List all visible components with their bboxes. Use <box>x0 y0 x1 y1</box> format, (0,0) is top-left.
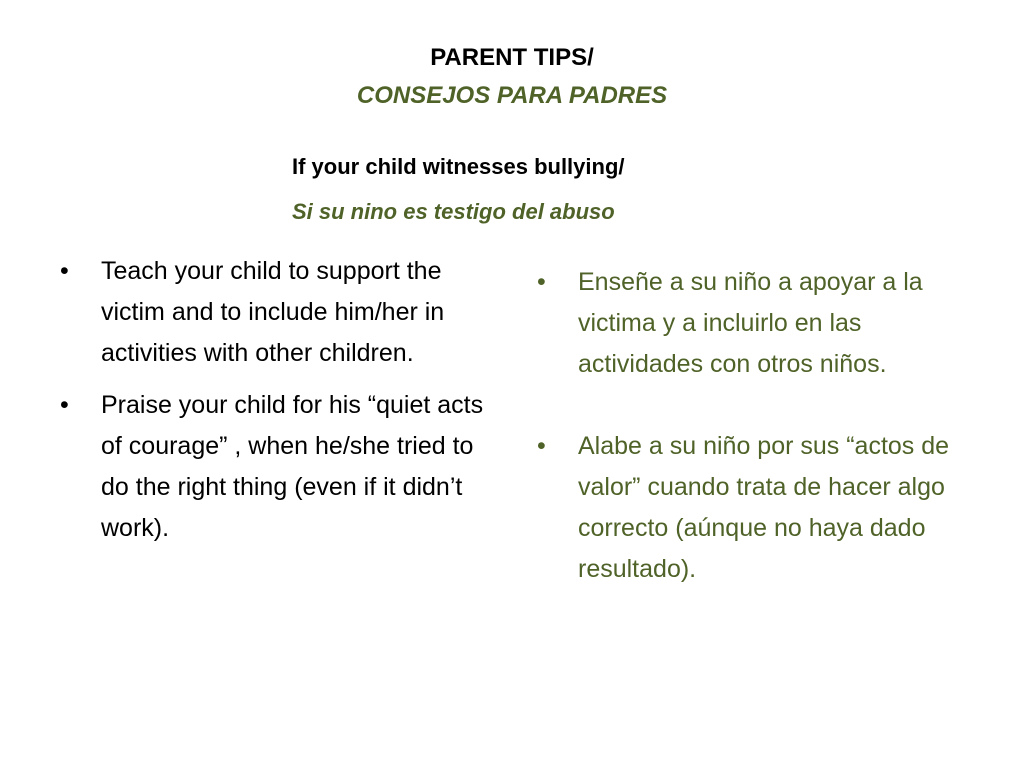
list-item <box>537 262 977 385</box>
english-tips-list <box>60 251 500 560</box>
bullet-icon: • <box>537 432 546 460</box>
list-item <box>60 385 500 549</box>
list-item <box>537 426 977 590</box>
spanish-tips-list <box>537 262 977 631</box>
bullet-icon: • <box>60 257 69 285</box>
tip-text: Teach your child to support the victim and to include him/her in activities with other children. <box>101 257 445 367</box>
bullet-icon: • <box>537 268 546 296</box>
page-title-spanish: CONSEJOS PARA PADRES <box>356 82 668 109</box>
bullet-icon: • <box>60 391 69 419</box>
tip-text: Praise your child for his “quiet acts of courage” , when he/she tried to do the right thing (even if it didn’t work). <box>101 391 484 542</box>
list-item <box>60 251 500 374</box>
page-title: PARENT TIPS/ <box>430 44 594 71</box>
tip-text: Alabe a su niño por sus “actos de valor” cuando trata de hacer algo correcto (aúnque no haya dado resultado). <box>578 432 950 583</box>
section-subtitle: If your child witnesses bullying/ <box>292 154 625 179</box>
tip-text: Enseñe a su niño a apoyar a la victima y a incluirlo en las actividades con otros niños. <box>578 268 923 378</box>
section-subtitle-spanish: Si su nino es testigo del abuso <box>292 199 615 224</box>
